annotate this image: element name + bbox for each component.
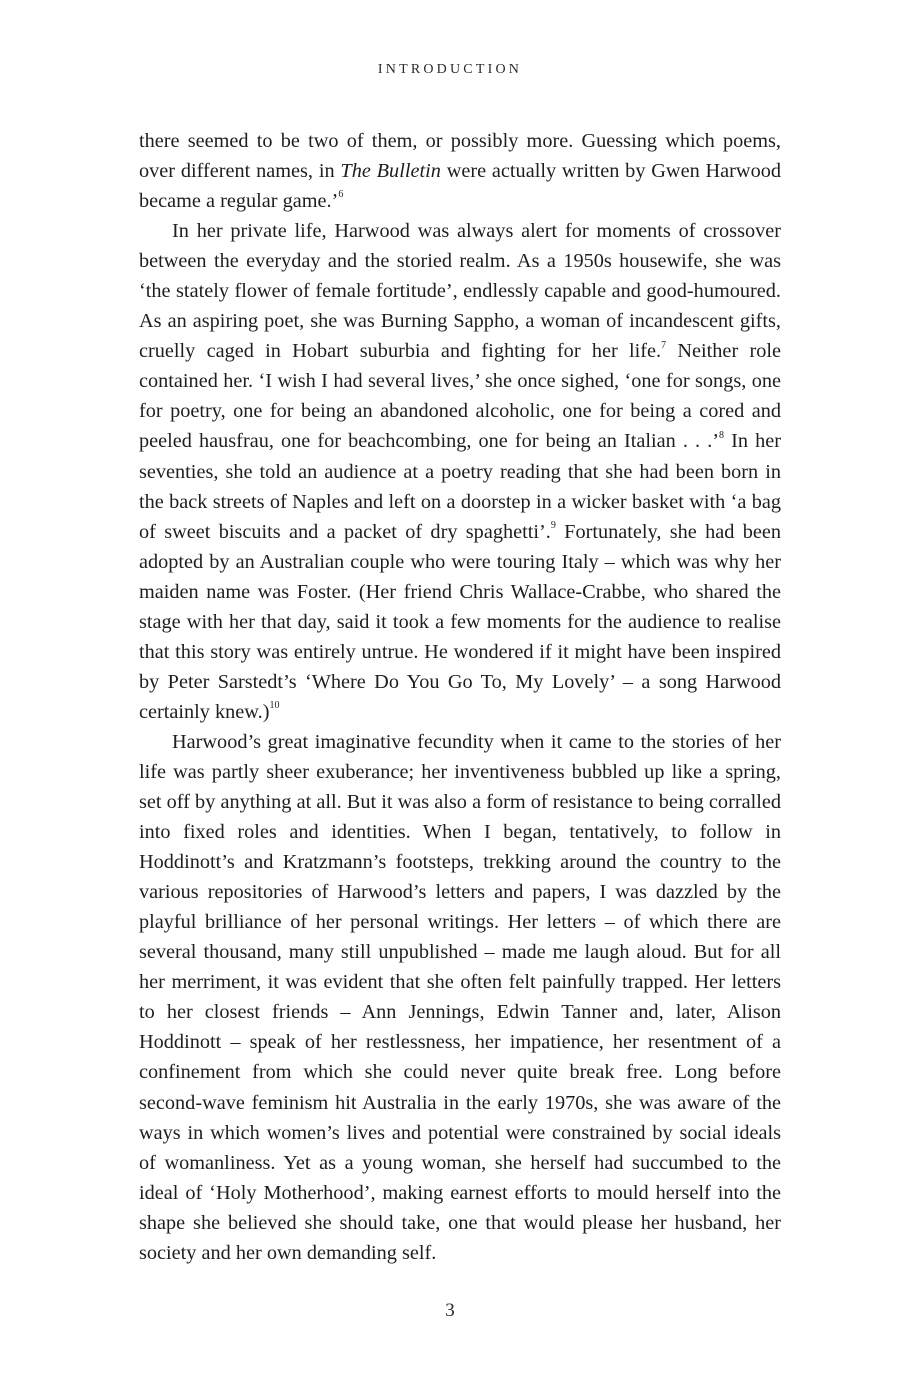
footnote-ref-8: 8 [719,429,725,441]
body-text [139,126,781,1268]
p2-sentence-2: Neither role contained her. ‘I wish I had several lives,’ she once sighed, ‘one for songs, one for poetry, one for being an abandoned alcoholic, one for being a cored and peeled hausfrau, one for beachcombing, one for being an Italian . . .’ [139,340,781,453]
publication-title: The Bulletin [340,160,441,183]
footnote-ref-10: 10 [269,700,280,712]
p2-sentence-1: In her private life, Harwood was always alert for moments of crossover between the everyday and the storied realm. As a 1950s housewife, she was ‘the stately flower of female fortitude’, endlessly capable and good-humoured. As an aspiring poet, she was Burning Sappho, a woman of incandescent gifts, cruelly caged in Hobart suburbia and fighting for her life. [139,220,781,363]
running-head: INTRODUCTION [377,62,523,77]
p1-text-start: there seemed to be two of them, or possibly more. Guessing which poems, over different names, in [139,130,781,183]
page-number: 3 [445,1300,455,1321]
paragraph-1 [139,126,781,216]
p2-sentence-4: Fortunately, she had been adopted by an Australian couple who were touring Italy – which was why her maiden name was Foster. (Her friend Chris Wallace-Crabbe, who shared the stage with her that day, said it took a few moments for the audience to realise that this story was entirely untrue. He wondered if it might have been inspired by Peter Sarstedt’s ‘Where Do You Go To, My Lovely’ – a song Harwood certainly knew.) [139,520,782,723]
paragraph-3: Harwood’s great imaginative fecundity when it came to the stories of her life was partly sheer exuberance; her inventiveness bubbled up like a spring, set off by anything at all. But it was also a form of resistance to being corralled into fixed roles and identities. When I began, tentatively, to follow in Hoddinott’s and Kratzmann’s footsteps, trekking around the country to the various repositories of Harwood’s letters and papers, I was dazzled by the playful brilliance of her personal writings. Her letters – of which there are several thousand, many still unpublished – made me laugh aloud. But for all her merriment, it was evident that she often felt painfully trapped. Her letters to her closest friends – Ann Jennings, Edwin Tanner and, later, Alison Hoddinott – speak of her restlessness, her impatience, her resentment of a confinement from which she could never quite break free. Long before second-wave feminism hit Australia in the early 1970s, she was aware of the ways in which women’s lives and potential were constrained by social ideals of womanliness. Yet as a young woman, she herself had succumbed to the ideal of ‘Holy Motherhood’, making earnest efforts to mould herself into the shape she believed she should take, one that would please her husband, her society and her own demanding self. [139,730,781,1264]
p2-sentence-3: In her seventies, she told an audience at a poetry reading that she had been born in the back streets of Naples and left on a doorstep in a wicker basket with ‘a bag of sweet biscuits and a packet of dry spaghetti’. [139,430,781,543]
paragraph-2 [139,216,781,727]
footnote-ref-6: 6 [338,189,344,201]
footnote-ref-7: 7 [661,339,667,351]
footnote-ref-9: 9 [550,519,556,531]
p1-text-end: were actually written by Gwen Harwood became a regular game.’ [139,160,782,213]
